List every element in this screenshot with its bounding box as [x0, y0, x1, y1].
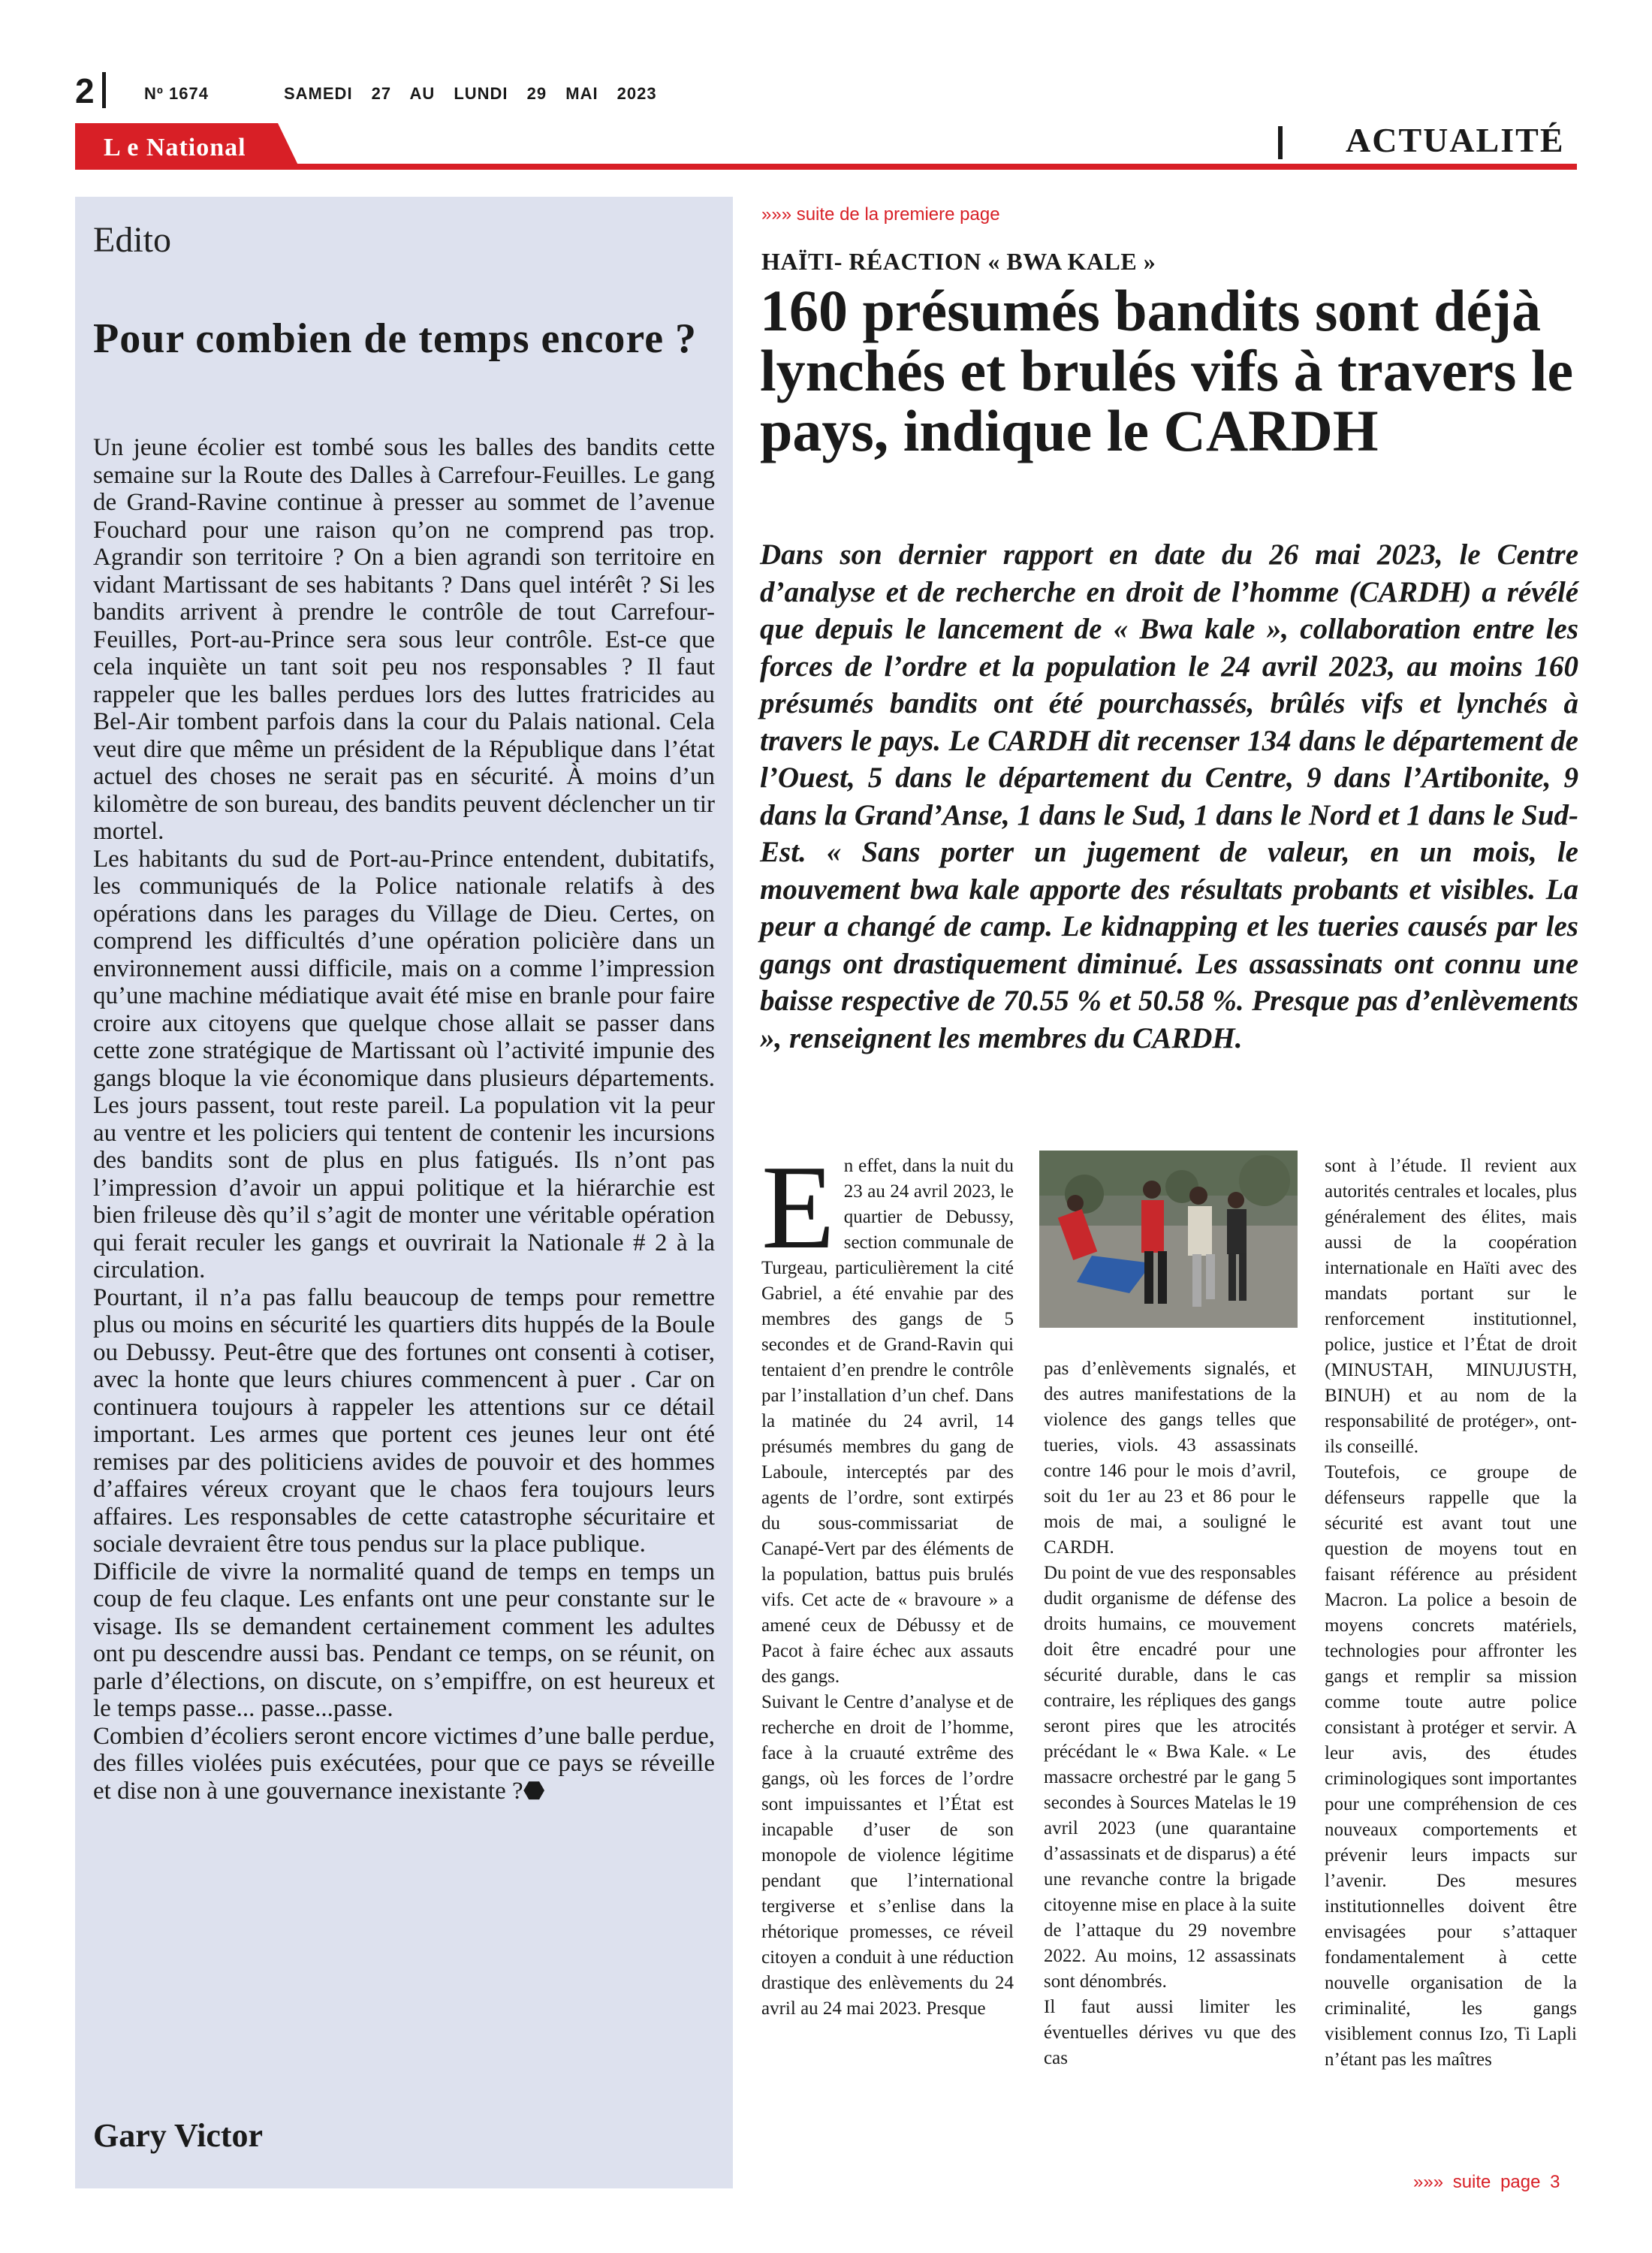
article-headline: 160 présumés bandits sont déjà lynchés et brulés vifs à travers le pays, indique le CARDH: [760, 278, 1574, 463]
section-title: ACTUALITÉ: [1346, 121, 1565, 159]
header-rule: [75, 164, 1577, 170]
article-paragraph: sont à l’étude. Il revient aux autorités centrales et locales, plus généralement des élites, mais aussi de la coopération internationale en Haïti avec des mandats portant sur le renforcement institutionnel, police, justice et l’État de droit (MINUSTAH, MINUJUSTH, BINUH) et au nom de la responsabilité de protéger», ont-ils conseillé.: [1325, 1156, 1577, 1457]
article-paragraph: n effet, dans la nuit du 23 au 24 avril 2023, le quartier de Debussy, section communale de Turgeau, particulièrement la cité Gabriel, a été envahie par des membres des gangs de 5 secondes et de Grand-Ravin qui tentaient d’en prendre le contrôle par l’installation d’un chef. Dans la matinée du 24 avril, 14 présumés membres du gang de Laboule, interceptés par des agents de l’ordre, sont extirpés du sous-commissariat de Canapé-Vert par des éléments de la population, battus puis brulés vifs. Cet acte de « bravoure » a amené ceux de Débussy et de Pacot à faire échec aux assauts des gangs.: [761, 1156, 1014, 1687]
edito-signature: Gary Victor: [93, 2117, 264, 2154]
article-paragraph: Il faut aussi limiter les éventuelles dérives vu que des cas: [1044, 1997, 1296, 2068]
edito-paragraph: Un jeune écolier est tombé sous les balles des bandits cette semaine sur la Route des Dalles à Carrefour-Feuilles. Le gang de Grand-Ravine continue à presser au sommet de l’avenue Fouchard pour une raison qu’on ne comprend pas trop. Agrandir son territoire ? On a bien agrandi son territoire en vidant Martissant de ses habitants ? Dans quel intérêt ? Si les bandits arrivent à prendre le contrôle de tout Carrefour-Feuilles, Port-au-Prince sera sous leur contrôle. Est-ce que cela inquiète un tant soit peu nos responsables ? Il faut rappeler que les balles perdues lors des luttes fratricides au Bel-Air tombent parfois dans la cour du Palais national. Cela veut dire que même un président de la République dans l’état actuel des choses ne serait pas en sécurité. À moins d’un kilomètre de son bureau, des bandits peuvent déclencher un tir mortel.: [93, 434, 715, 845]
edito-paragraph: Difficile de vivre la normalité quand de temps en temps un coup de feu claque. Les enfants ont une peur constante sur le visage. Ils se demandent certainement comment les adultes ont pu descendre aussi bas. Pendant ce temps, on se réunit, on parle d’élections, on discute, on s’empiffre, on est heureux et le temps passe... passe...passe.: [93, 1558, 715, 1722]
continued-from-link[interactable]: »»» suite de la premiere page: [761, 204, 1000, 225]
article-column-3: [1325, 1154, 1577, 2073]
article-rubric: HAÏTI- RÉACTION « BWA KALE »: [761, 248, 1156, 275]
edito-title: Pour combien de temps encore ?: [93, 315, 698, 362]
masthead-banner: [75, 123, 300, 170]
edito-paragraph: Pourtant, il n’a pas fallu beaucoup de temps pour remettre plus ou moins en sécurité les quartiers dits huppés de la Boule ou Debussy. Peut-être que des fortunes ont consenti à cotiser, avec la honte que leurs chiures commencent à puer . Car on continuera toujours à rappeler les attentions sur ce détail important. Les armes que portent ces jeunes leur ont été remises par des politiciens avides de pouvoir et des hommes d’affaires véreux croyant que le chaos fera toujours leurs affaires. Les responsables de cette catastrophe sécuritaire et sociale devraient être tous pendus sur la place publique.: [93, 1283, 715, 1558]
article-column-1: [761, 1140, 1014, 2022]
edito-paragraph: Les habitants du sud de Port-au-Prince entendent, dubitatifs, les communiqués de la Police nationale relatifs à des opérations dans les parages du Village de Dieu. Certes, on comprend les difficultés d’une opération policière dans un environnement aussi difficile, mais on a comme l’impression qu’une machine médiatique avait été mise en branle pour faire croire aux citoyens que quelque chose allait se passer dans cette zone stratégique de Martissant où l’activité impunie des gangs bloque la vie économique dans plusieurs départements. Les jours passent, tout reste pareil. La population vit la peur au ventre et les policiers qui tentent de contenir les incursions des bandits sont de plus en plus fatigués. Ils n’ont pas l’impression d’avoir un appui politique et la hiérarchie est bien frileuse dès qu’il s’agit de monter une véritable opération qui ferait reculer les gangs et ouvrirait la Nationale # 2 à la circulation.: [93, 845, 715, 1283]
masthead-name: L e National: [104, 134, 246, 161]
continued-on-link[interactable]: »»» suite page 3: [1413, 2172, 1560, 2192]
drop-cap: E: [761, 1140, 835, 1274]
article-paragraph: Toutefois, ce groupe de défenseurs rappelle que la sécurité est avant tout une question de moyens tout en faisant référence au président Macron. La police a besoin de moyens concrets matériels, technologies pour affronter les gangs et remplir sa mission comme toute autre police consistant à protéger et servir. A leur avis, des études criminologiques sont importantes pour une compréhension de ces nouveaux comportements et prévenir leurs impacts sur l’avenir. Des mesures institutionnelles doivent être envisagées pour s’attaquer fondamentalement à cette nouvelle organisation de la criminalité, les gangs visiblement connus Izo, Ti Lapli n’étant pas les maîtres: [1325, 1462, 1577, 2070]
article-column-2: [1044, 1356, 1296, 2071]
crowd-photo-illustration: [1039, 1151, 1298, 1328]
article-paragraph: pas d’enlèvements signalés, et des autres manifestations de la violence des gangs telles que tueries, viols. 43 assassinats contre 146 pour le mois d’avril, soit du 1er au 23 et 86 pour le mois de mai, a souligné le CARDH.: [1044, 1359, 1296, 1558]
page-number: 2: [75, 71, 95, 110]
edito-kicker: Edito: [93, 220, 171, 260]
page-number-divider: [102, 72, 106, 108]
issue-number: Nº 1674: [144, 84, 209, 103]
article-lead: Dans son dernier rapport en date du 26 mai 2023, le Centre d’analyse et de recherche en droit de l’homme (CARDH) a révélé que depuis le lancement de « Bwa kale », collaboration entre les forces de l’ordre et la population le 24 avril 2023, au moins 160 présumés bandits ont été pourchassés, brûlés vifs et lynchés à travers le pays. Le CARDH dit recenser 134 dans le département de l’Ouest, 5 dans le département du Centre, 9 dans l’Artibonite, 9 dans la Grand’Anse, 1 dans le Sud, 1 dans le Nord et 1 dans le Sud-Est. « Sans porter un jugement de valeur, en un mois, le mouvement bwa kale apporte des résultats probants et visibles. La peur a changé de camp. Le kidnapping et les tueries causés par les gangs ont drastiquement diminué. Les assassinats ont connu une baisse respective de 70.55 % et 50.58 %. Presque pas d’enlèvements », renseignent les membres du CARDH.: [760, 538, 1578, 1054]
section-divider: [1278, 126, 1283, 159]
article-paragraph: Du point de vue des responsables dudit organisme de défense des droits humains, ce mouvement doit être encadré pour une sécurité durable, dans le cas contraire, les répliques des gangs seront pires que les atrocités précédant le « Bwa Kale. « Le massacre orchestré par le gang 5 secondes à Sources Matelas le 19 avril 2023 (une quarantaine d’assassinats et de disparus) a été une revanche contre la brigade citoyenne mise en place à la suite de l’attaque du 29 novembre 2022. Au moins, 12 assassinats sont dénombrés.: [1044, 1563, 1296, 1992]
edito-paragraph: Combien d’écoliers seront encore victimes d’une balle perdue, des filles violées puis exécutées, pour que ce pays se réveille et dise non à une gouvernance inexistante ?⬣: [93, 1722, 715, 1805]
news-photo: [1039, 1151, 1298, 1328]
issue-date: SAMEDI 27 AU LUNDI 29 MAI 2023: [284, 84, 657, 103]
edito-body: [93, 434, 715, 1805]
article-paragraph: Suivant le Centre d’analyse et de recherche en droit de l’homme, face à la cruauté extrême des gangs, où les forces de l’ordre sont impuissantes et l’État est incapable d’user de son monopole de violence légitime pendant que l’international tergiverse et s’enlise dans la rhétorique promesses, ce réveil citoyen a conduit à une réduction drastique des enlèvements du 24 avril au 24 mai 2023. Presque: [761, 1692, 1014, 2019]
